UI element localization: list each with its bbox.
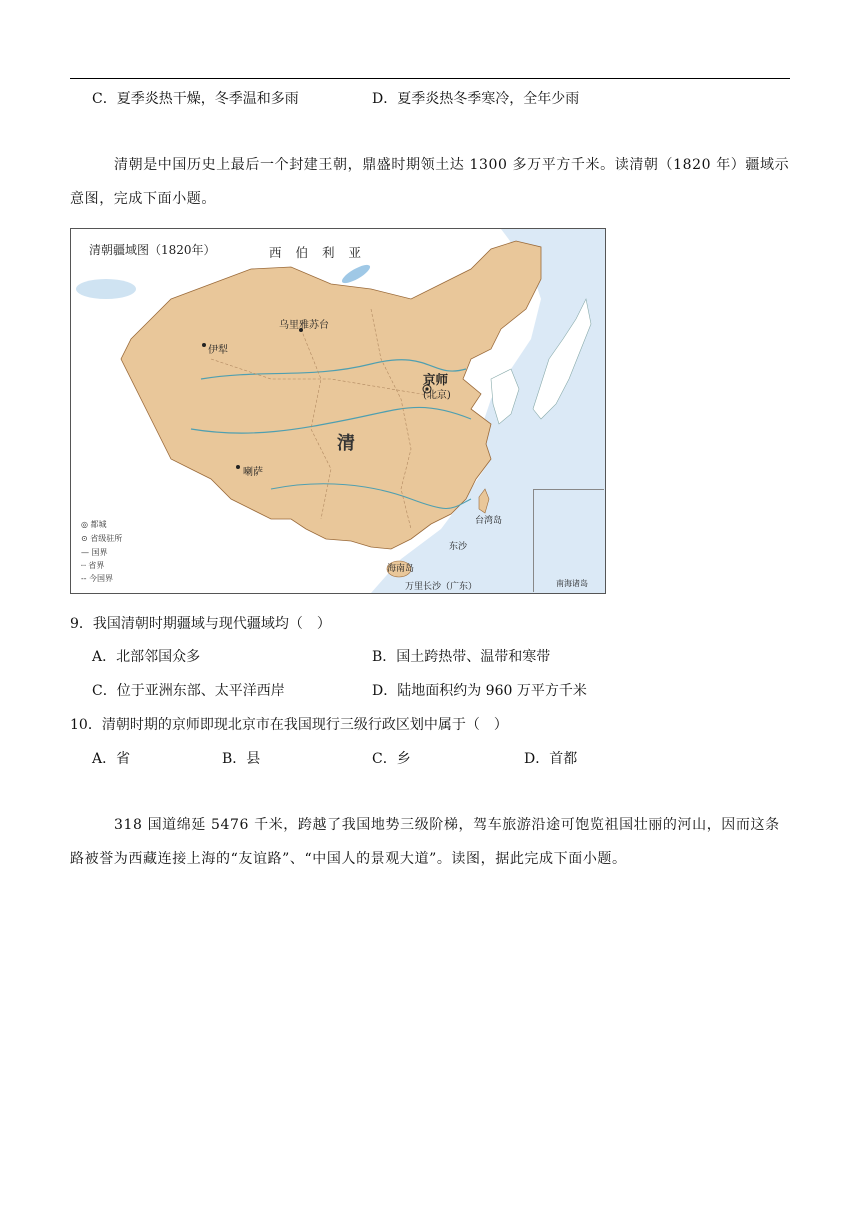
intro-qing-line2: 意图，完成下面小题。 [70, 191, 216, 207]
question-10-option-a[interactable]: A．省 [92, 751, 131, 767]
option-c-prev: C．夏季炎热干燥，冬季温和多雨 [92, 91, 299, 107]
map-label-lhasa: 喇萨 [243, 467, 263, 478]
intro-318-line2: 路被誉为西藏连接上海的“友谊路”、“中国人的景观大道”。读图，据此完成下面小题。 [70, 851, 627, 867]
map-label-yili: 伊犁 [208, 345, 228, 356]
intro-paragraph-qing [70, 148, 790, 216]
map-label-capital: 京师 [423, 372, 449, 387]
map-title: 清朝疆域图（1820年） [89, 243, 216, 257]
question-9-option-a[interactable]: A．北部邻国众多 [92, 649, 201, 665]
map-label-capital-note: (北京) [423, 390, 451, 401]
intro-paragraph-318 [70, 808, 790, 876]
question-9-option-b[interactable]: B．国土跨热带、温带和寒带 [372, 649, 551, 665]
legend-capital: ◎ 都城 [81, 520, 107, 529]
qing-territory-map [70, 228, 606, 594]
intro-318-line1: 318 国道绵延 5476 千米，跨越了我国地势三级阶梯，驾车旅游沿途可饱览祖国壮丽的河山，因而这条 [114, 817, 780, 833]
map-label-siberia: 西伯利亚 [269, 245, 376, 260]
legend-provincial-seat: ⊙ 省级驻所 [81, 534, 123, 543]
option-d-prev: D．夏季炎热冬季寒冷，全年少雨 [372, 91, 580, 107]
legend-modern-border: -- 今国界 [81, 574, 113, 583]
question-10-option-d[interactable]: D．首都 [524, 751, 578, 767]
legend-provincial-border: ┈ 省界 [81, 561, 105, 570]
map-label-uliastai: 乌里雅苏台 [279, 320, 329, 331]
map-label-wanli: 万里长沙（广东） [405, 582, 478, 592]
map-label-qing: 清 [337, 433, 355, 454]
south-sea-inset [533, 489, 604, 592]
map-label-dongsha: 东沙 [449, 542, 468, 552]
question-9-stem: 9．我国清朝时期疆域与现代疆域均（ ） [70, 616, 331, 632]
map-label-taiwan: 台湾岛 [475, 516, 503, 526]
header-rule [70, 78, 790, 79]
map-legend [77, 517, 163, 585]
question-10-option-c[interactable]: C．乡 [372, 751, 411, 767]
question-9-option-c[interactable]: C．位于亚洲东部、太平洋西岸 [92, 683, 285, 699]
question-10-option-b[interactable]: B．县 [222, 751, 261, 767]
question-9-option-d[interactable]: D．陆地面积约为 960 万平方千米 [372, 683, 587, 699]
map-label-hainan: 海南岛 [387, 564, 415, 574]
intro-qing-line1: 清朝是中国历史上最后一个封建王朝，鼎盛时期领土达 1300 多万平方千米。读清朝（1820 年）疆域示 [114, 157, 790, 173]
question-10-stem: 10．清朝时期的京师即现北京市在我国现行三级行政区划中属于（ ） [70, 717, 508, 733]
map-label-nanhai: 南海诸岛 [556, 579, 588, 588]
legend-national-border: — 国界 [81, 548, 108, 557]
